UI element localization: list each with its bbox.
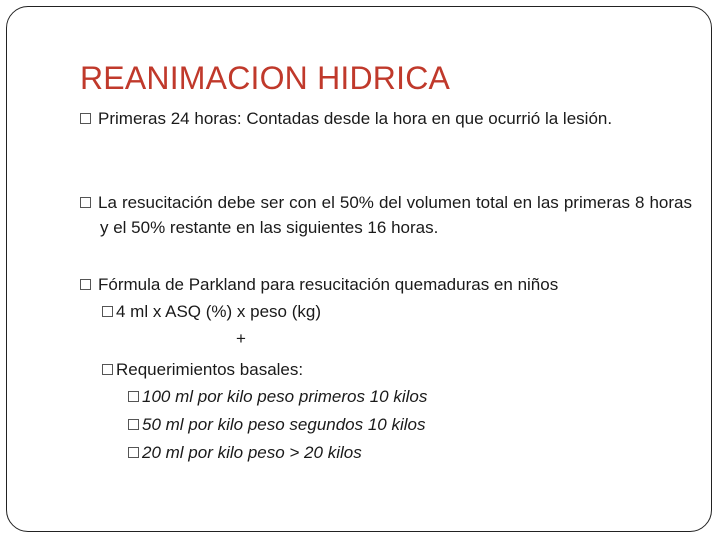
- square-bullet-icon: [80, 113, 91, 124]
- square-bullet-icon: [80, 279, 91, 290]
- plus-sign: +: [236, 329, 246, 348]
- basal-item-1: [128, 385, 427, 409]
- bullet-text-1: Primeras 24 horas: Contadas desde la hora en que ocurrió la lesión.: [98, 109, 613, 128]
- square-bullet-icon: [128, 391, 139, 402]
- square-bullet-icon: [80, 197, 91, 208]
- bullet-text-3: Fórmula de Parkland para resucitación quemaduras en niños: [98, 275, 559, 294]
- basal-item-text-1: 100 ml por kilo peso primeros 10 kilos: [142, 387, 428, 406]
- basal-item-2: [128, 413, 426, 437]
- basal-item-text-2: 50 ml por kilo peso segundos 10 kilos: [142, 415, 426, 434]
- bullet-item-3: [80, 272, 692, 297]
- square-bullet-icon: [102, 364, 113, 375]
- square-bullet-icon: [128, 419, 139, 430]
- sub-bullet-formula: [102, 300, 321, 324]
- basal-label: Requerimientos basales:: [116, 360, 304, 379]
- formula-text: 4 ml x ASQ (%) x peso (kg): [116, 302, 321, 321]
- bullet-item-2: [80, 190, 692, 240]
- bullet-text-2: La resucitación debe ser con el 50% del volumen total en las primeras 8 horas y el 50% restante en las siguientes 16 horas.: [98, 193, 692, 237]
- sub-bullet-basal: [102, 358, 303, 382]
- bullet-item-1: [80, 106, 692, 131]
- square-bullet-icon: [102, 306, 113, 317]
- square-bullet-icon: [128, 447, 139, 458]
- basal-item-text-3: 20 ml por kilo peso > 20 kilos: [142, 443, 362, 462]
- slide-title: REANIMACION HIDRICA: [80, 60, 451, 96]
- basal-item-3: [128, 441, 362, 465]
